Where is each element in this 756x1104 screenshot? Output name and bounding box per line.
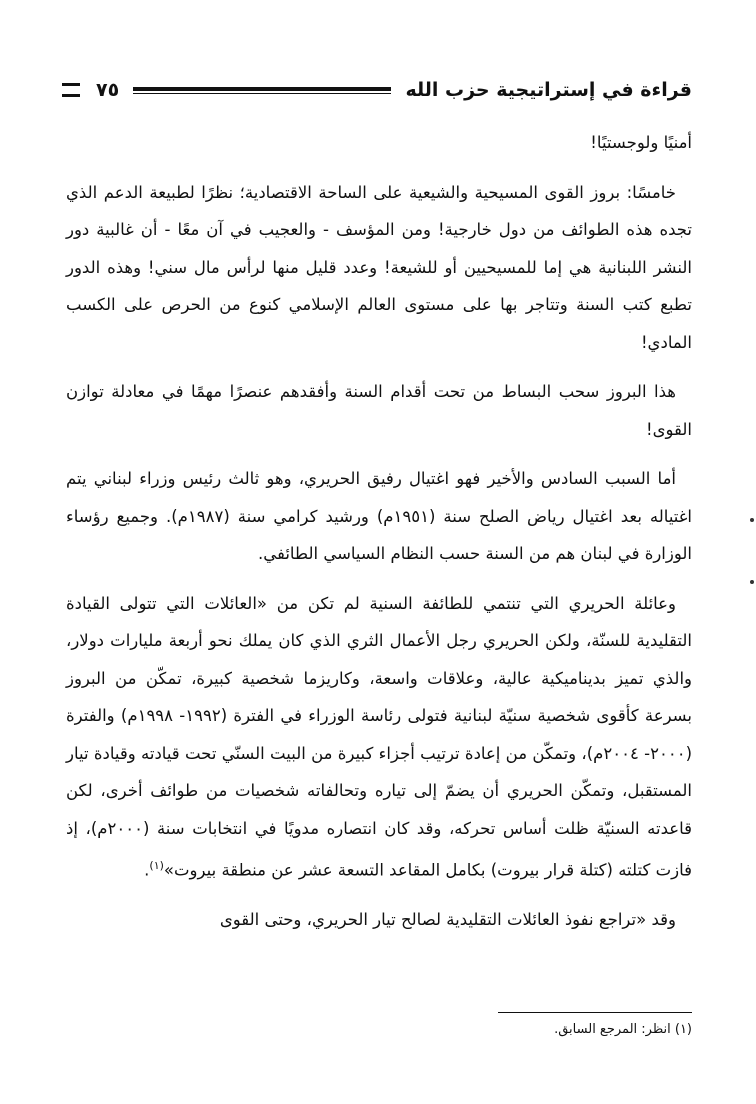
paragraph: خامسًا: بروز القوى المسيحية والشيعية على الساحة الاقتصادية؛ نظرًا لطبيعة الدعم الذي تجده هذه الطوائف من دول خارجية! ومن المؤسف - والعجيب في آن معًا - أن غالبية دور النشر اللبنانية هي إما للمسيحيين أو للشيعة! وعدد قليل منها لرأس مال سني! وهذه الدور تطبع كتب السنة وتتاجر بها على مستوى العالم الإسلامي كنوع من الحرص على الكسب المادي!	[66, 182, 692, 352]
margin-dot	[750, 518, 754, 522]
paragraph: وعائلة الحريري التي تنتمي للطائفة السنية لم تكن من «العائلات التي تتولى القيادة التقليدية للسنّة، ولكن الحريري رجل الأعمال الثري الذي كان يملك نحو أربعة مليارات دولار، والذي تميز بديناميكية عالية، وعلاقات واسعة، وكاريزما شخصية كبيرة، تمكّن من البروز بسرعة كأقوى شخصية سنيّة لبنانية فتولى رئاسة الوزراء في الفترة (١٩٩٢- ١٩٩٨م) والفترة (٢٠٠٠- ٢٠٠٤م)، وتمكّن من إعادة ترتيب أجزاء كبيرة من البيت السنّي تحت قيادته وقيادة تيار المستقبل، وتمكّن الحريري أن يضمّ إلى تياره وتحالفاته شخصيات من طوائف أخرى، لكن قاعدته السنيّة ظلت أساس تحركه، وقد كان انتصاره مدويًا في انتخابات سنة (٢٠٠٠م)، إذ فازت كتلته (كتلة قرار بيروت) بكامل المقاعد التسعة عشر عن منطقة بيروت»$^{(١)}$.	[66, 593, 693, 880]
running-title: قراءة في إستراتيجية حزب الله	[405, 79, 692, 101]
paragraph: أمنيًا ولوجستيًا!	[590, 133, 692, 152]
page-header	[62, 76, 692, 104]
body-text	[66, 124, 692, 951]
paragraph: هذا البروز سحب البساط من تحت أقدام السنة وأفقدهم عنصرًا مهمًا في معادلة توازن القوى!	[66, 382, 692, 439]
header-end-mark	[62, 83, 80, 97]
paragraph: أما السبب السادس والأخير فهو اغتيال رفيق الحريري، وهو ثالث رئيس وزراء لبناني يتم اغتياله بعد اغتيال رياض الصلح سنة (١٩٥١م) ورشيد كرامي سنة (١٩٨٧م). وجميع رؤساء الوزارة في لبنان هم من السنة حسب النظام السياسي الطائفي.	[66, 469, 692, 563]
header-rule	[133, 87, 391, 94]
margin-dot	[750, 580, 754, 584]
footnote-marker: (١)	[149, 859, 164, 872]
page-number: ٧٥	[96, 79, 120, 101]
paragraph: وقد «تراجع نفوذ العائلات التقليدية لصالح تيار الحريري، وحتى القوى	[219, 910, 676, 929]
footnote: (١) انظر: المرجع السابق.	[554, 1022, 692, 1037]
footnote-separator	[498, 1012, 692, 1013]
paragraph-text: وعائلة الحريري التي تنتمي للطائفة السنية لم تكن من «العائلات التي تتولى القيادة التقليدية للسنّة، ولكن الحريري رجل الأعمال الثري الذي كان يملك نحو أربعة مليارات دولار، والذي تميز بديناميكية عالية، وعلاقات واسعة، وكاريزما شخصية كبيرة، تمكّن من البروز بسرعة كأقوى شخصية سنيّة لبنانية فتولى رئاسة الوزراء في الفترة (١٩٩٢- ١٩٩٨م) والفترة (٢٠٠٠- ٢٠٠٤م)، وتمكّن من إعادة ترتيب أجزاء كبيرة من البيت السنّي تحت قيادته وقيادة تيار المستقبل، وتمكّن الحريري أن يضمّ إلى تياره وتحالفاته شخصيات من طوائف أخرى، لكن قاعدته السنيّة ظلت أساس تحركه، وقد كان انتصاره مدويًا في انتخابات سنة (٢٠٠٠م)، إذ فازت كتلته (كتلة قرار بيروت) بكامل المقاعد التسعة عشر عن منطقة بيروت»	[66, 593, 693, 880]
